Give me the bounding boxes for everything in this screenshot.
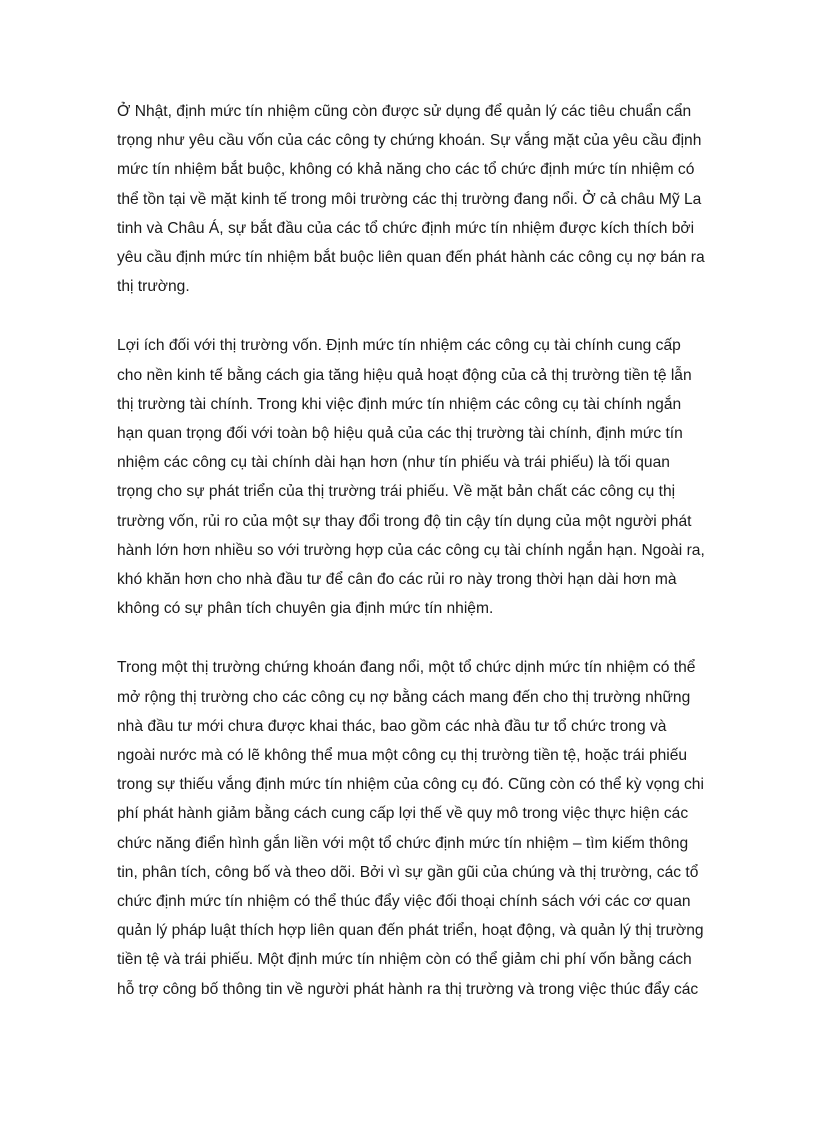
text-line: chức định mức tín nhiệm có thể thúc đẩy việc đối thoại chính sách với các cơ quan [117, 893, 691, 911]
text-line: nhà đầu tư mới chưa được khai thác, bao gồm các nhà đầu tư tổ chức trong và [117, 717, 667, 735]
text-line: không có sự phân tích chuyên gia định mức tín nhiệm. [117, 600, 494, 618]
paragraph-2 [117, 331, 720, 623]
text-line: tinh và Châu Á, sự bắt đầu của các tổ chức định mức tín nhiệm được kích thích bởi [117, 219, 695, 237]
text-line: trong sự thiếu vắng định mức tín nhiệm của công cụ đó. Cũng còn có thể kỳ vọng chi [117, 776, 704, 794]
text-line: chức năng điển hình gắn liền với một tổ chức định mức tín nhiệm – tìm kiếm thông [117, 834, 689, 852]
text-line: thể tồn tại về mặt kinh tế trong môi trường các thị trường đang nổi. Ở cả châu Mỹ La [117, 190, 702, 208]
text-line: mở rộng thị trường cho các công cụ nợ bằng cách mang đến cho thị trường những [117, 688, 691, 706]
text-line: hỗ trợ công bố thông tin về người phát hành ra thị trường và trong việc thúc đẩy các [117, 980, 699, 998]
text-line: thị trường. [117, 278, 190, 296]
text-line: yêu cầu định mức tín nhiệm bắt buộc liên quan đến phát hành các công cụ nợ bán ra [117, 249, 705, 267]
text-line: tin, phân tích, công bố và theo dõi. Bởi vì sự gần gũi của chúng và thị trường, các tổ [117, 863, 699, 881]
paragraph-3 [117, 653, 720, 1003]
text-line: trường vốn, rủi ro của một sự thay đổi trong độ tin cậy tín dụng của một người phát [117, 512, 692, 530]
text-line: mức tín nhiệm bắt buộc, không có khả năng cho các tổ chức định mức tín nhiệm có [117, 161, 695, 179]
text-line: trọng như yêu cầu vốn của các công ty chứng khoán. Sự vắng mặt của yêu cầu định [117, 132, 702, 150]
text-line: tiền tệ và trái phiếu. Một định mức tín nhiệm còn có thể giảm chi phí vốn bằng cách [117, 951, 692, 969]
text-line: trọng cho sự phát triển của thị trường trái phiếu. Về mặt bản chất các công cụ thị [117, 483, 676, 501]
text-line: Trong một thị trường chứng khoán đang nổi, một tổ chức dịnh mức tín nhiệm có thể [117, 659, 696, 677]
text-line: thị trường tài chính. Trong khi việc định mức tín nhiệm các công cụ tài chính ngắn [117, 395, 682, 413]
text-line: nhiệm các công cụ tài chính dài hạn hơn (như tín phiếu và trái phiếu) là tối quan [117, 454, 670, 472]
text-line: cho nền kinh tế bằng cách gia tăng hiệu quả hoạt động của cả thị trường tiền tệ lẫn [117, 366, 692, 384]
paragraph-1 [117, 97, 720, 301]
text-line: Ở Nhật, định mức tín nhiệm cũng còn được sử dụng để quản lý các tiêu chuẩn cẩn [117, 103, 692, 120]
text-line: hành lớn hơn nhiều so với trường hợp của các công cụ tài chính ngắn hạn. Ngoài ra, [117, 541, 705, 559]
text-line: phí phát hành giảm bằng cách cung cấp lợi thế về quy mô trong việc thực hiện các [117, 805, 689, 823]
text-line: ngoài nước mà có lẽ không thể mua một công cụ thị trường tiền tệ, hoặc trái phiếu [117, 747, 688, 765]
text-line: quản lý pháp luật thích hợp liên quan đến phát triển, hoạt động, và quản lý thị trường [117, 922, 704, 940]
text-line: Lợi ích đối với thị trường vốn. Định mức tín nhiệm các công cụ tài chính cung cấp [117, 337, 681, 355]
text-line: khó khăn hơn cho nhà đầu tư để cân đo các rủi ro này trong thời hạn dài hơn mà [117, 571, 677, 589]
text-line: hạn quan trọng đối với toàn bộ hiệu quả của các thị trường tài chính, định mức tín [117, 425, 683, 443]
